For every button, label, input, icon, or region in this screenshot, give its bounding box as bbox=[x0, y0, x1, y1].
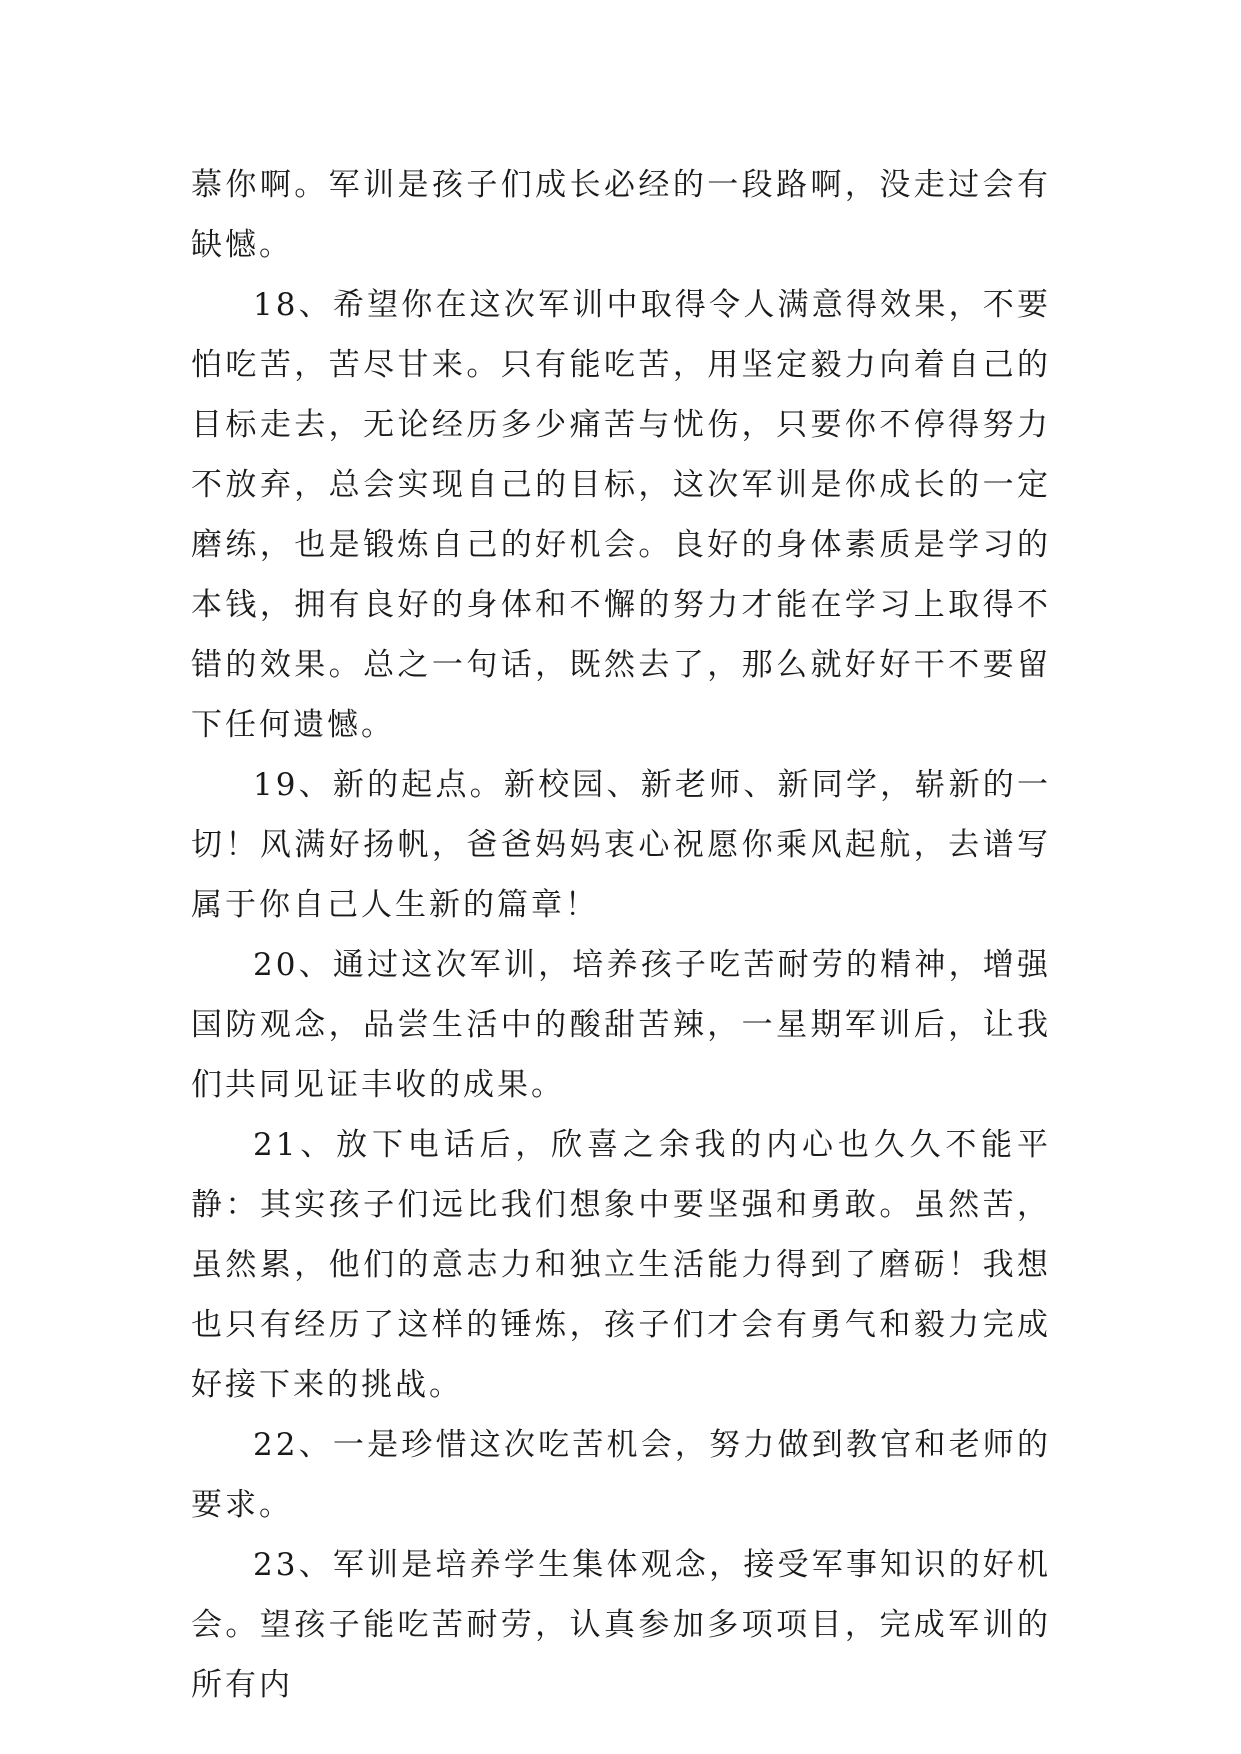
paragraph-17-continued: 慕你啊。军训是孩子们成长必经的一段路啊，没走过会有缺憾。 bbox=[191, 167, 1051, 263]
document-body bbox=[191, 155, 1051, 1715]
paragraph-19: 19、新的起点。新校园、新老师、新同学，崭新的一切！风满好扬帆，爸爸妈妈衷心祝愿你乘风起航，去谱写属于你自己人生新的篇章！ bbox=[191, 767, 1051, 923]
paragraph-21: 21、放下电话后，欣喜之余我的内心也久久不能平静：其实孩子们远比我们想象中要坚强和勇敢。虽然苦，虽然累，他们的意志力和独立生活能力得到了磨砺！我想也只有经历了这样的锤炼，孩子们才会有勇气和毅力完成好接下来的挑战。 bbox=[191, 1127, 1051, 1403]
paragraph-22: 22、一是珍惜这次吃苦机会，努力做到教官和老师的要求。 bbox=[191, 1427, 1051, 1523]
paragraph-20: 20、通过这次军训，培养孩子吃苦耐劳的精神，增强国防观念，品尝生活中的酸甜苦辣，一星期军训后，让我们共同见证丰收的成果。 bbox=[191, 947, 1051, 1103]
paragraph-23: 23、军训是培养学生集体观念，接受军事知识的好机会。望孩子能吃苦耐劳，认真参加多项项目，完成军训的所有内 bbox=[191, 1547, 1051, 1703]
paragraph-18: 18、希望你在这次军训中取得令人满意得效果，不要怕吃苦，苦尽甘来。只有能吃苦，用坚定毅力向着自己的目标走去，无论经历多少痛苦与忧伤，只要你不停得努力不放弃，总会实现自己的目标，这次军训是你成长的一定磨练，也是锻炼自己的好机会。良好的身体素质是学习的本钱，拥有良好的身体和不懈的努力才能在学习上取得不错的效果。总之一句话，既然去了，那么就好好干不要留下任何遗憾。 bbox=[191, 287, 1051, 743]
